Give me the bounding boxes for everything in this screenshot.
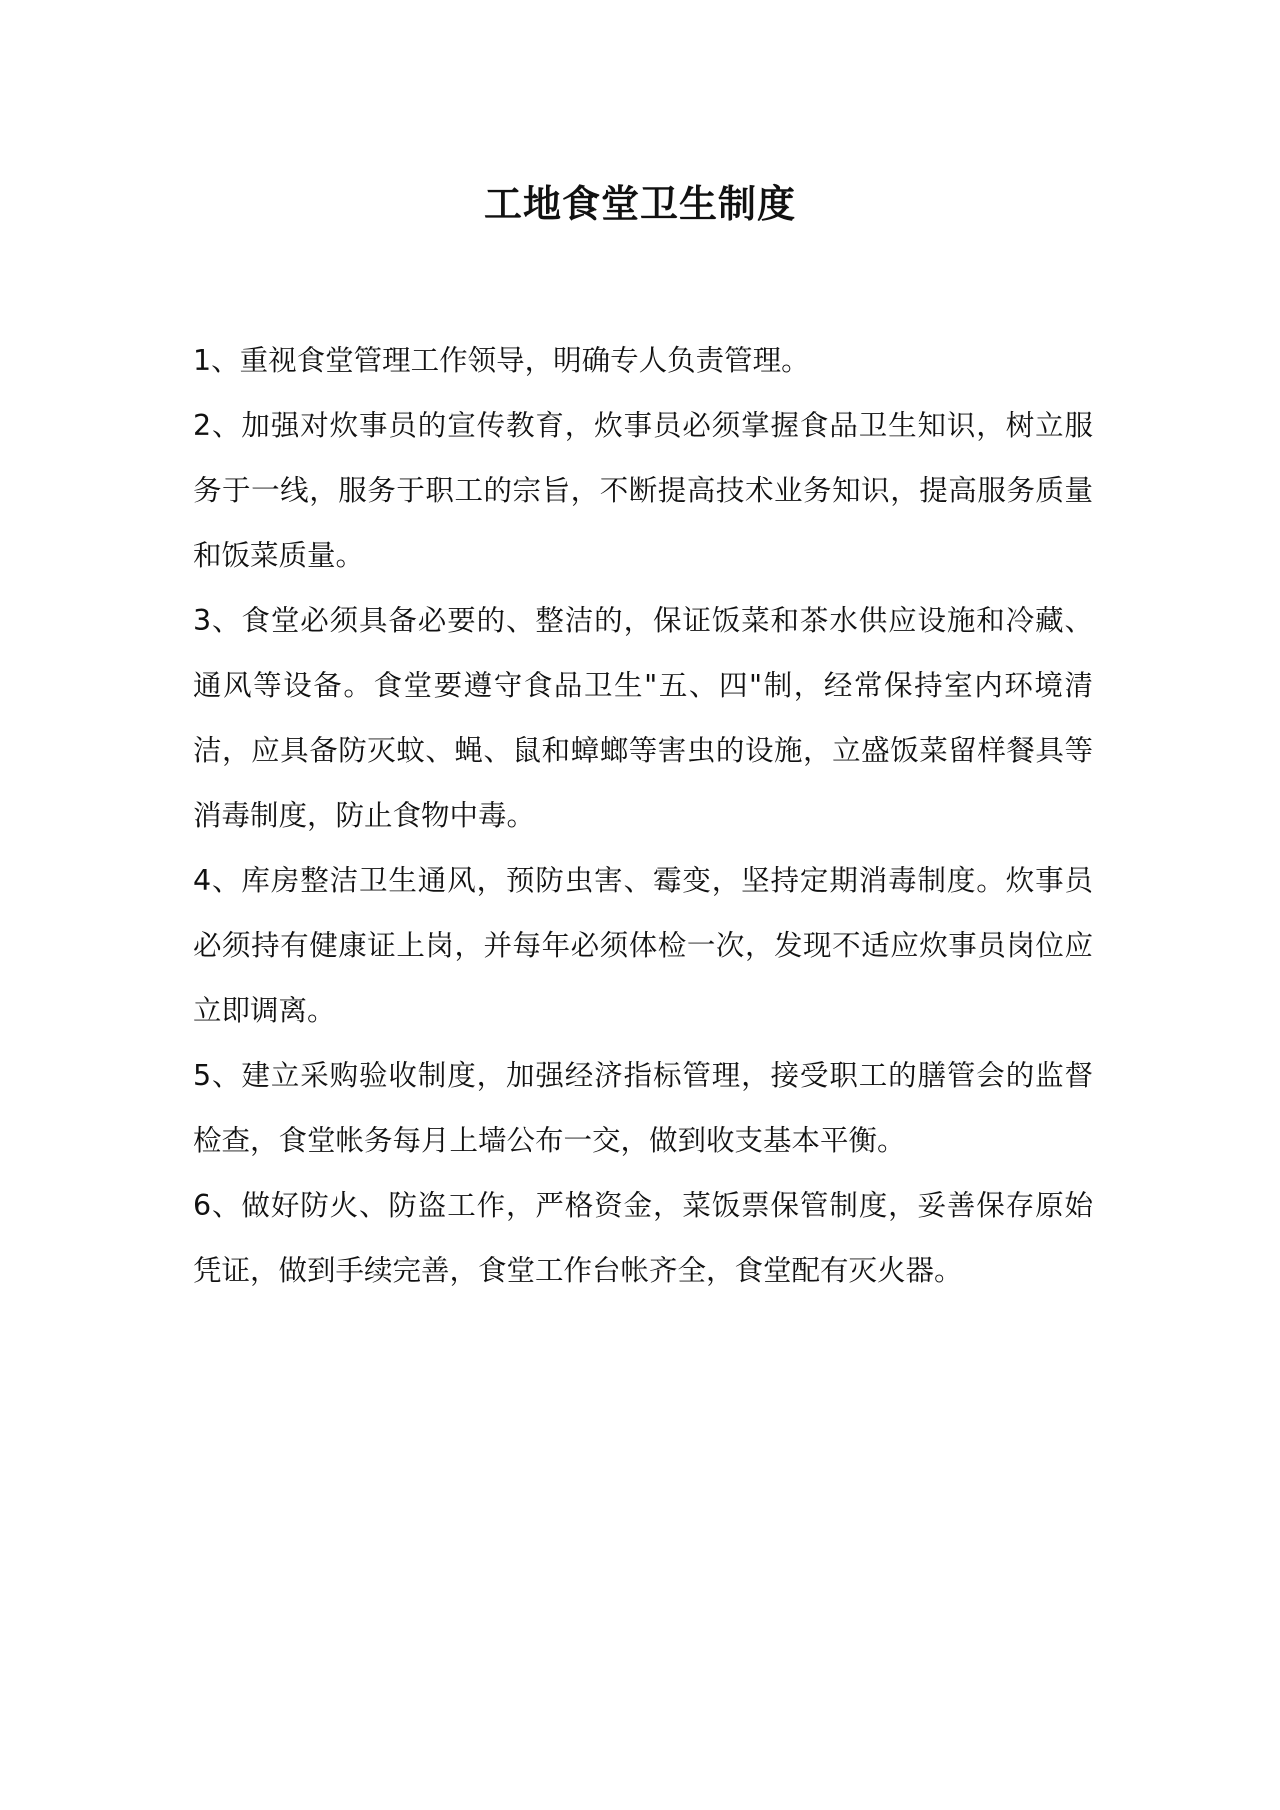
document-title: 工地食堂卫生制度	[483, 182, 796, 226]
paragraph-6: 6、做好防火、防盗工作，严格资金，菜饭票保管制度，妥善保存原始凭证，做到手续完善，食堂工作台帐齐全，食堂配有灭火器。	[193, 1189, 1093, 1287]
paragraph-4: 4、库房整洁卫生通风，预防虫害、霉变，坚持定期消毒制度。炊事员必须持有健康证上岗，并每年必须体检一次，发现不适应炊事员岗位应立即调离。	[193, 864, 1093, 1027]
paragraph-3: 3、食堂必须具备必要的、整洁的，保证饭菜和茶水供应设施和冷藏、通风等设备。食堂要遵守食品卫生"五、四"制，经常保持室内环境清洁，应具备防灭蚊、蝇、鼠和蟑螂等害虫的设施，立盛饭菜留样餐具等消毒制度，防止食物中毒。	[193, 604, 1093, 832]
paragraph-5: 5、建立采购验收制度，加强经济指标管理，接受职工的膳管会的监督检查，食堂帐务每月上墙公布一交，做到收支基本平衡。	[193, 1059, 1093, 1157]
document-body	[193, 328, 1093, 1303]
paragraph-1: 1、重视食堂管理工作领导，明确专人负责管理。	[193, 344, 810, 377]
paragraph-2: 2、加强对炊事员的宣传教育，炊事员必须掌握食品卫生知识，树立服务于一线，服务于职工的宗旨，不断提高技术业务知识，提高服务质量和饭菜质量。	[193, 409, 1093, 572]
